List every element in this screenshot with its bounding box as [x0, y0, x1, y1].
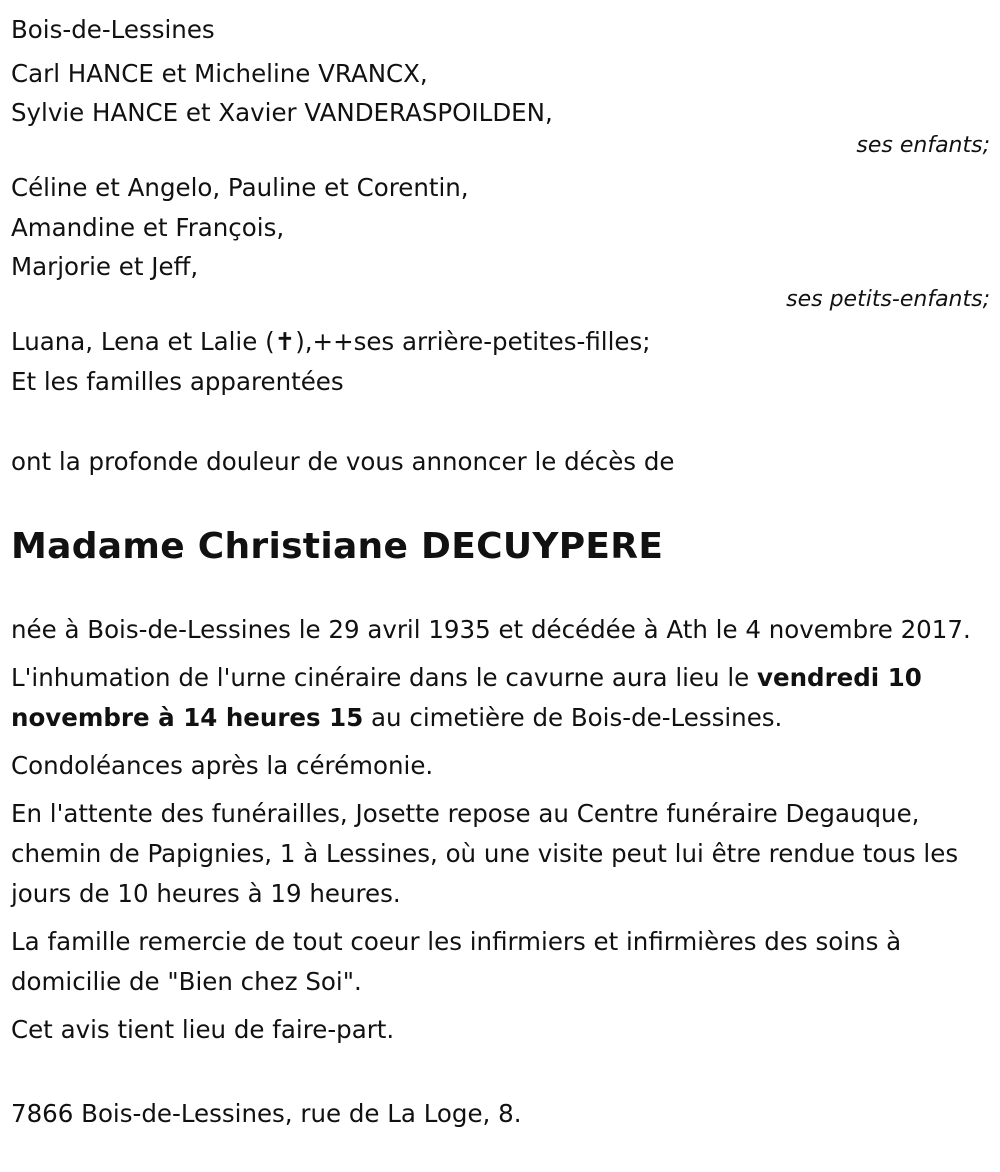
grandchild-line: Marjorie et Jeff,	[11, 252, 199, 281]
thanks-text: La famille remercie de tout coeur les infirmiers et infirmières des soins à domicilie de "Bien chez Soi".	[11, 927, 902, 996]
grandchildren-block	[11, 168, 990, 314]
children-block	[11, 54, 990, 160]
grandchild-line: Céline et Angelo, Pauline et Corentin,	[11, 173, 469, 202]
visitation-text: En l'attente des funérailles, Josette repose au Centre funéraire Degauque, chemin de Papignies, 1 à Lessines, où une visite peut lui être rendue tous les jours de 10 heures à 19 heures.	[11, 799, 959, 908]
notice-text: Cet avis tient lieu de faire-part.	[11, 1015, 395, 1044]
children-relation: ses enfants;	[856, 133, 990, 158]
condolences-text: Condoléances après la cérémonie.	[11, 751, 434, 780]
great-grandchildren-line: Luana, Lena et Lalie (✝),++ses arrière-petites-filles;	[11, 327, 651, 356]
deceased-name: Madame Christiane DECUYPERE	[11, 526, 664, 567]
birth-death-text: née à Bois-de-Lessines le 29 avril 1935 et décédée à Ath le 4 novembre 2017.	[11, 615, 971, 644]
grandchildren-relation: ses petits-enfants;	[786, 287, 990, 312]
child-line: Sylvie HANCE et Xavier VANDERASPOILDEN,	[11, 98, 553, 127]
announcement: ont la profonde douleur de vous annoncer le décès de	[11, 447, 675, 476]
address: 7866 Bois-de-Lessines, rue de La Loge, 8.	[11, 1099, 522, 1128]
ceremony-text	[11, 658, 991, 738]
ceremony-before: L'inhumation de l'urne cinéraire dans le cavurne aura lieu le	[11, 663, 757, 692]
child-line: Carl HANCE et Micheline VRANCX,	[11, 59, 428, 88]
place-header: Bois-de-Lessines	[11, 15, 215, 44]
ceremony-after: au cimetière de Bois-de-Lessines.	[363, 703, 783, 732]
grandchild-line: Amandine et François,	[11, 213, 285, 242]
ceremony-date: vendredi 10 novembre à 14 heures 15	[11, 663, 922, 732]
families-line: Et les familles apparentées	[11, 367, 344, 396]
